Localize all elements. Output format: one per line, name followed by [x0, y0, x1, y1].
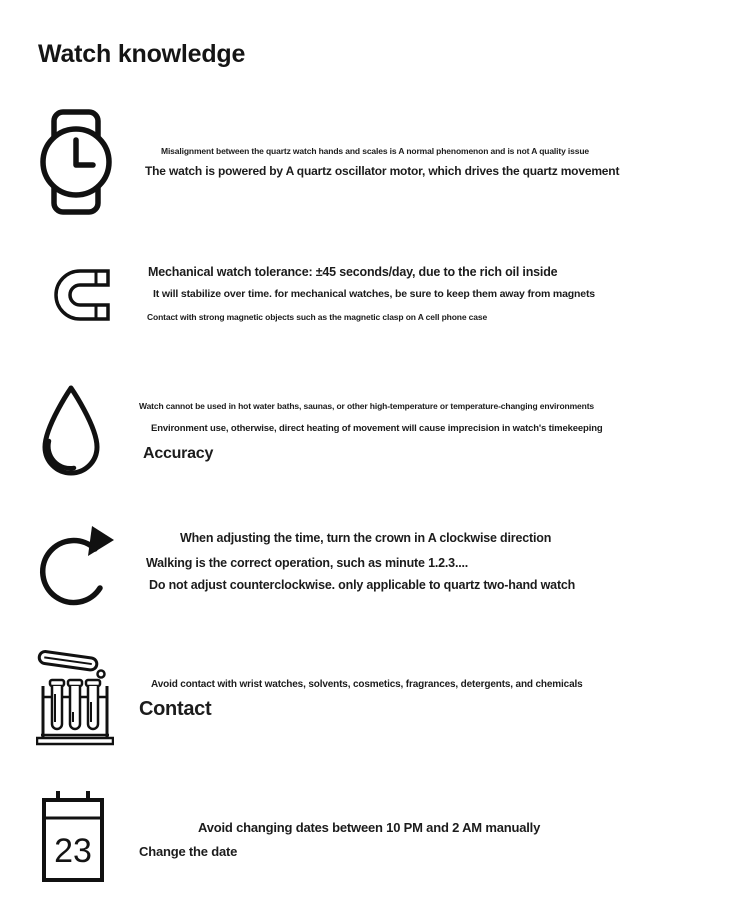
magnet-tolerance-line: Mechanical watch tolerance: ±45 seconds/day, due to the rich oil inside: [148, 265, 558, 279]
water-drop-icon: [38, 384, 104, 481]
calendar-day: 23: [54, 832, 92, 870]
contact-avoid-line: Avoid contact with wrist watches, solvents, cosmetics, fragrances, detergents, and chemicals: [151, 679, 583, 690]
calendar-icon: [40, 789, 106, 883]
clockwise-arrow-icon: [38, 524, 114, 608]
quartz-note-line: Misalignment between the quartz watch hands and scales is A normal phenomenon and is not A quality issue: [161, 146, 590, 156]
contact-heading: Contact: [139, 698, 212, 720]
adjust-walking-line: Walking is the correct operation, such as minute 1.2.3....: [146, 556, 469, 570]
quartz-main-line: The watch is powered by A quartz oscillator motor, which drives the quartz movement: [145, 164, 620, 178]
test-tubes-icon: [36, 646, 114, 746]
magnet-stabilize-line: It will stabilize over time. for mechanical watches, be sure to keep them away from magnets: [153, 288, 595, 300]
accuracy-heading: Accuracy: [143, 445, 214, 462]
date-change-line: Change the date: [139, 844, 238, 859]
adjust-clockwise-line: When adjusting the time, turn the crown in A clockwise direction: [180, 531, 552, 545]
page-title: Watch knowledge: [38, 40, 246, 68]
wristwatch-icon: [36, 108, 116, 216]
adjust-counterclockwise-line: Do not adjust counterclockwise. only applicable to quartz two-hand watch: [149, 578, 576, 592]
date-avoid-line: Avoid changing dates between 10 PM and 2 AM manually: [198, 820, 541, 835]
magnet-icon: [44, 263, 110, 327]
magnet-contact-line: Contact with strong magnetic objects such as the magnetic clasp on A cell phone case: [147, 312, 488, 322]
accuracy-bath-line: Watch cannot be used in hot water baths, saunas, or other high-temperature or temperature-changing environments: [139, 401, 594, 411]
accuracy-environment-line: Environment use, otherwise, direct heating of movement will cause imprecision in watch's timekeeping: [151, 423, 603, 434]
